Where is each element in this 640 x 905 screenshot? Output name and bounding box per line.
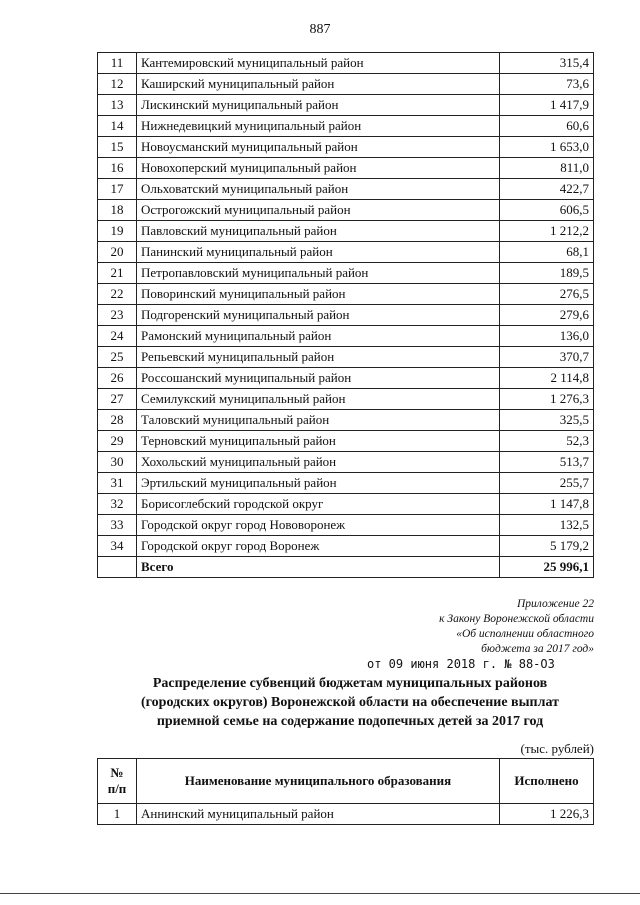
table-row	[98, 200, 594, 221]
row-name: Городской округ город Воронеж	[137, 536, 500, 557]
page-bottom-rule	[0, 893, 640, 894]
row-number: 30	[98, 452, 137, 473]
row-value: 255,7	[500, 473, 594, 494]
row-value: 136,0	[500, 326, 594, 347]
row-value: 606,5	[500, 200, 594, 221]
row-number: 12	[98, 74, 137, 95]
row-number: 16	[98, 158, 137, 179]
table-row	[98, 389, 594, 410]
page-number: 887	[309, 22, 331, 37]
row-value: 1 226,3	[500, 804, 594, 825]
row-number: 22	[98, 284, 137, 305]
appendix-title: Приложение 22	[516, 598, 594, 610]
header-number-abbr: п/п	[107, 781, 127, 796]
document-heading	[80, 674, 620, 731]
row-name: Лискинский муниципальный район	[137, 95, 500, 116]
row-number: 27	[98, 389, 137, 410]
row-value: 68,1	[500, 242, 594, 263]
appendix-note	[300, 597, 594, 657]
row-value: 52,3	[500, 431, 594, 452]
table-row	[98, 95, 594, 116]
row-name: Поворинский муниципальный район	[137, 284, 500, 305]
table-row	[98, 116, 594, 137]
table-row	[98, 284, 594, 305]
row-name: Хохольский муниципальный район	[137, 452, 500, 473]
row-value: 1 212,2	[500, 221, 594, 242]
row-name: Подгоренский муниципальный район	[137, 305, 500, 326]
row-value: 132,5	[500, 515, 594, 536]
row-name: Городской округ город Нововоронеж	[137, 515, 500, 536]
row-number: 28	[98, 410, 137, 431]
header-number-symbol: №	[110, 765, 124, 780]
row-number: 14	[98, 116, 137, 137]
table-row	[98, 221, 594, 242]
distribution-table	[97, 758, 594, 825]
heading-line-3: приемной семье на содержание подопечных детей за 2017 год	[156, 714, 544, 729]
units-label: (тыс. рублей)	[520, 741, 594, 756]
total-row	[98, 557, 594, 578]
row-value: 60,6	[500, 116, 594, 137]
row-value: 1 147,8	[500, 494, 594, 515]
heading-line-1: Распределение субвенций бюджетам муниципальных районов	[152, 676, 548, 691]
row-name: Нижнедевицкий муниципальный район	[137, 116, 500, 137]
row-name: Терновский муниципальный район	[137, 431, 500, 452]
row-number: 15	[98, 137, 137, 158]
row-number: 23	[98, 305, 137, 326]
row-value: 276,5	[500, 284, 594, 305]
row-number: 11	[98, 53, 137, 74]
header-number	[98, 759, 137, 804]
row-value: 2 114,8	[500, 368, 594, 389]
row-value: 1 417,9	[500, 95, 594, 116]
table-row	[98, 804, 594, 825]
row-name: Рамонский муниципальный район	[137, 326, 500, 347]
table-row	[98, 410, 594, 431]
row-value: 422,7	[500, 179, 594, 200]
row-name: Острогожский муниципальный район	[137, 200, 500, 221]
row-name: Ольховатский муниципальный район	[137, 179, 500, 200]
row-name: Кантемировский муниципальный район	[137, 53, 500, 74]
row-number: 19	[98, 221, 137, 242]
row-name: Семилукский муниципальный район	[137, 389, 500, 410]
row-value: 73,6	[500, 74, 594, 95]
row-value: 189,5	[500, 263, 594, 284]
heading-line-2: (городских округов) Воронежской области на обеспечение выплат	[141, 695, 559, 710]
table-row	[98, 326, 594, 347]
table-body	[98, 53, 594, 578]
table-row	[98, 494, 594, 515]
appendix-law-title: «Об исполнении областного	[456, 628, 594, 640]
table-row	[98, 137, 594, 158]
total-number	[98, 557, 137, 578]
row-value: 1 276,3	[500, 389, 594, 410]
row-number: 34	[98, 536, 137, 557]
row-value: 370,7	[500, 347, 594, 368]
table-row	[98, 305, 594, 326]
table-row	[98, 452, 594, 473]
row-number: 32	[98, 494, 137, 515]
header-name: Наименование муниципального образования	[137, 759, 500, 804]
row-name: Новохоперский муниципальный район	[137, 158, 500, 179]
row-name: Петропавловский муниципальный район	[137, 263, 500, 284]
table-row	[98, 431, 594, 452]
row-value: 811,0	[500, 158, 594, 179]
table-row	[98, 473, 594, 494]
row-number: 29	[98, 431, 137, 452]
table-row	[98, 368, 594, 389]
row-name: Таловский муниципальный район	[137, 410, 500, 431]
header-value: Исполнено	[500, 759, 594, 804]
row-number: 33	[98, 515, 137, 536]
total-value: 25 996,1	[500, 557, 594, 578]
row-name: Новоусманский муниципальный район	[137, 137, 500, 158]
row-value: 513,7	[500, 452, 594, 473]
row-value: 315,4	[500, 53, 594, 74]
table-row	[98, 53, 594, 74]
row-number: 18	[98, 200, 137, 221]
table-row	[98, 242, 594, 263]
row-name: Репьевский муниципальный район	[137, 347, 500, 368]
table-row	[98, 263, 594, 284]
appendix-law-title-cont: бюджета за 2017 год»	[481, 643, 594, 655]
row-name: Панинский муниципальный район	[137, 242, 500, 263]
table-header-row	[98, 759, 594, 804]
row-value: 325,5	[500, 410, 594, 431]
row-name: Россошанский муниципальный район	[137, 368, 500, 389]
row-number: 20	[98, 242, 137, 263]
row-value: 5 179,2	[500, 536, 594, 557]
row-number: 1	[98, 804, 137, 825]
row-name: Эртильский муниципальный район	[137, 473, 500, 494]
row-number: 26	[98, 368, 137, 389]
table-row	[98, 179, 594, 200]
row-number: 24	[98, 326, 137, 347]
row-value: 1 653,0	[500, 137, 594, 158]
table-row	[98, 515, 594, 536]
row-name: Аннинский муниципальный район	[137, 804, 500, 825]
distribution-table-continued	[97, 52, 594, 578]
table-row	[98, 347, 594, 368]
total-label: Всего	[137, 557, 500, 578]
row-name: Павловский муниципальный район	[137, 221, 500, 242]
table-row	[98, 74, 594, 95]
table-body	[98, 804, 594, 825]
table-row	[98, 536, 594, 557]
law-date-stamp: от 09 июня 2018 г. № 88-ОЗ	[367, 657, 555, 671]
row-number: 17	[98, 179, 137, 200]
table-row	[98, 158, 594, 179]
row-value: 279,6	[500, 305, 594, 326]
row-number: 25	[98, 347, 137, 368]
row-name: Каширский муниципальный район	[137, 74, 500, 95]
appendix-law: к Закону Воронежской области	[439, 613, 594, 625]
row-number: 13	[98, 95, 137, 116]
row-number: 21	[98, 263, 137, 284]
row-name: Борисоглебский городской округ	[137, 494, 500, 515]
row-number: 31	[98, 473, 137, 494]
